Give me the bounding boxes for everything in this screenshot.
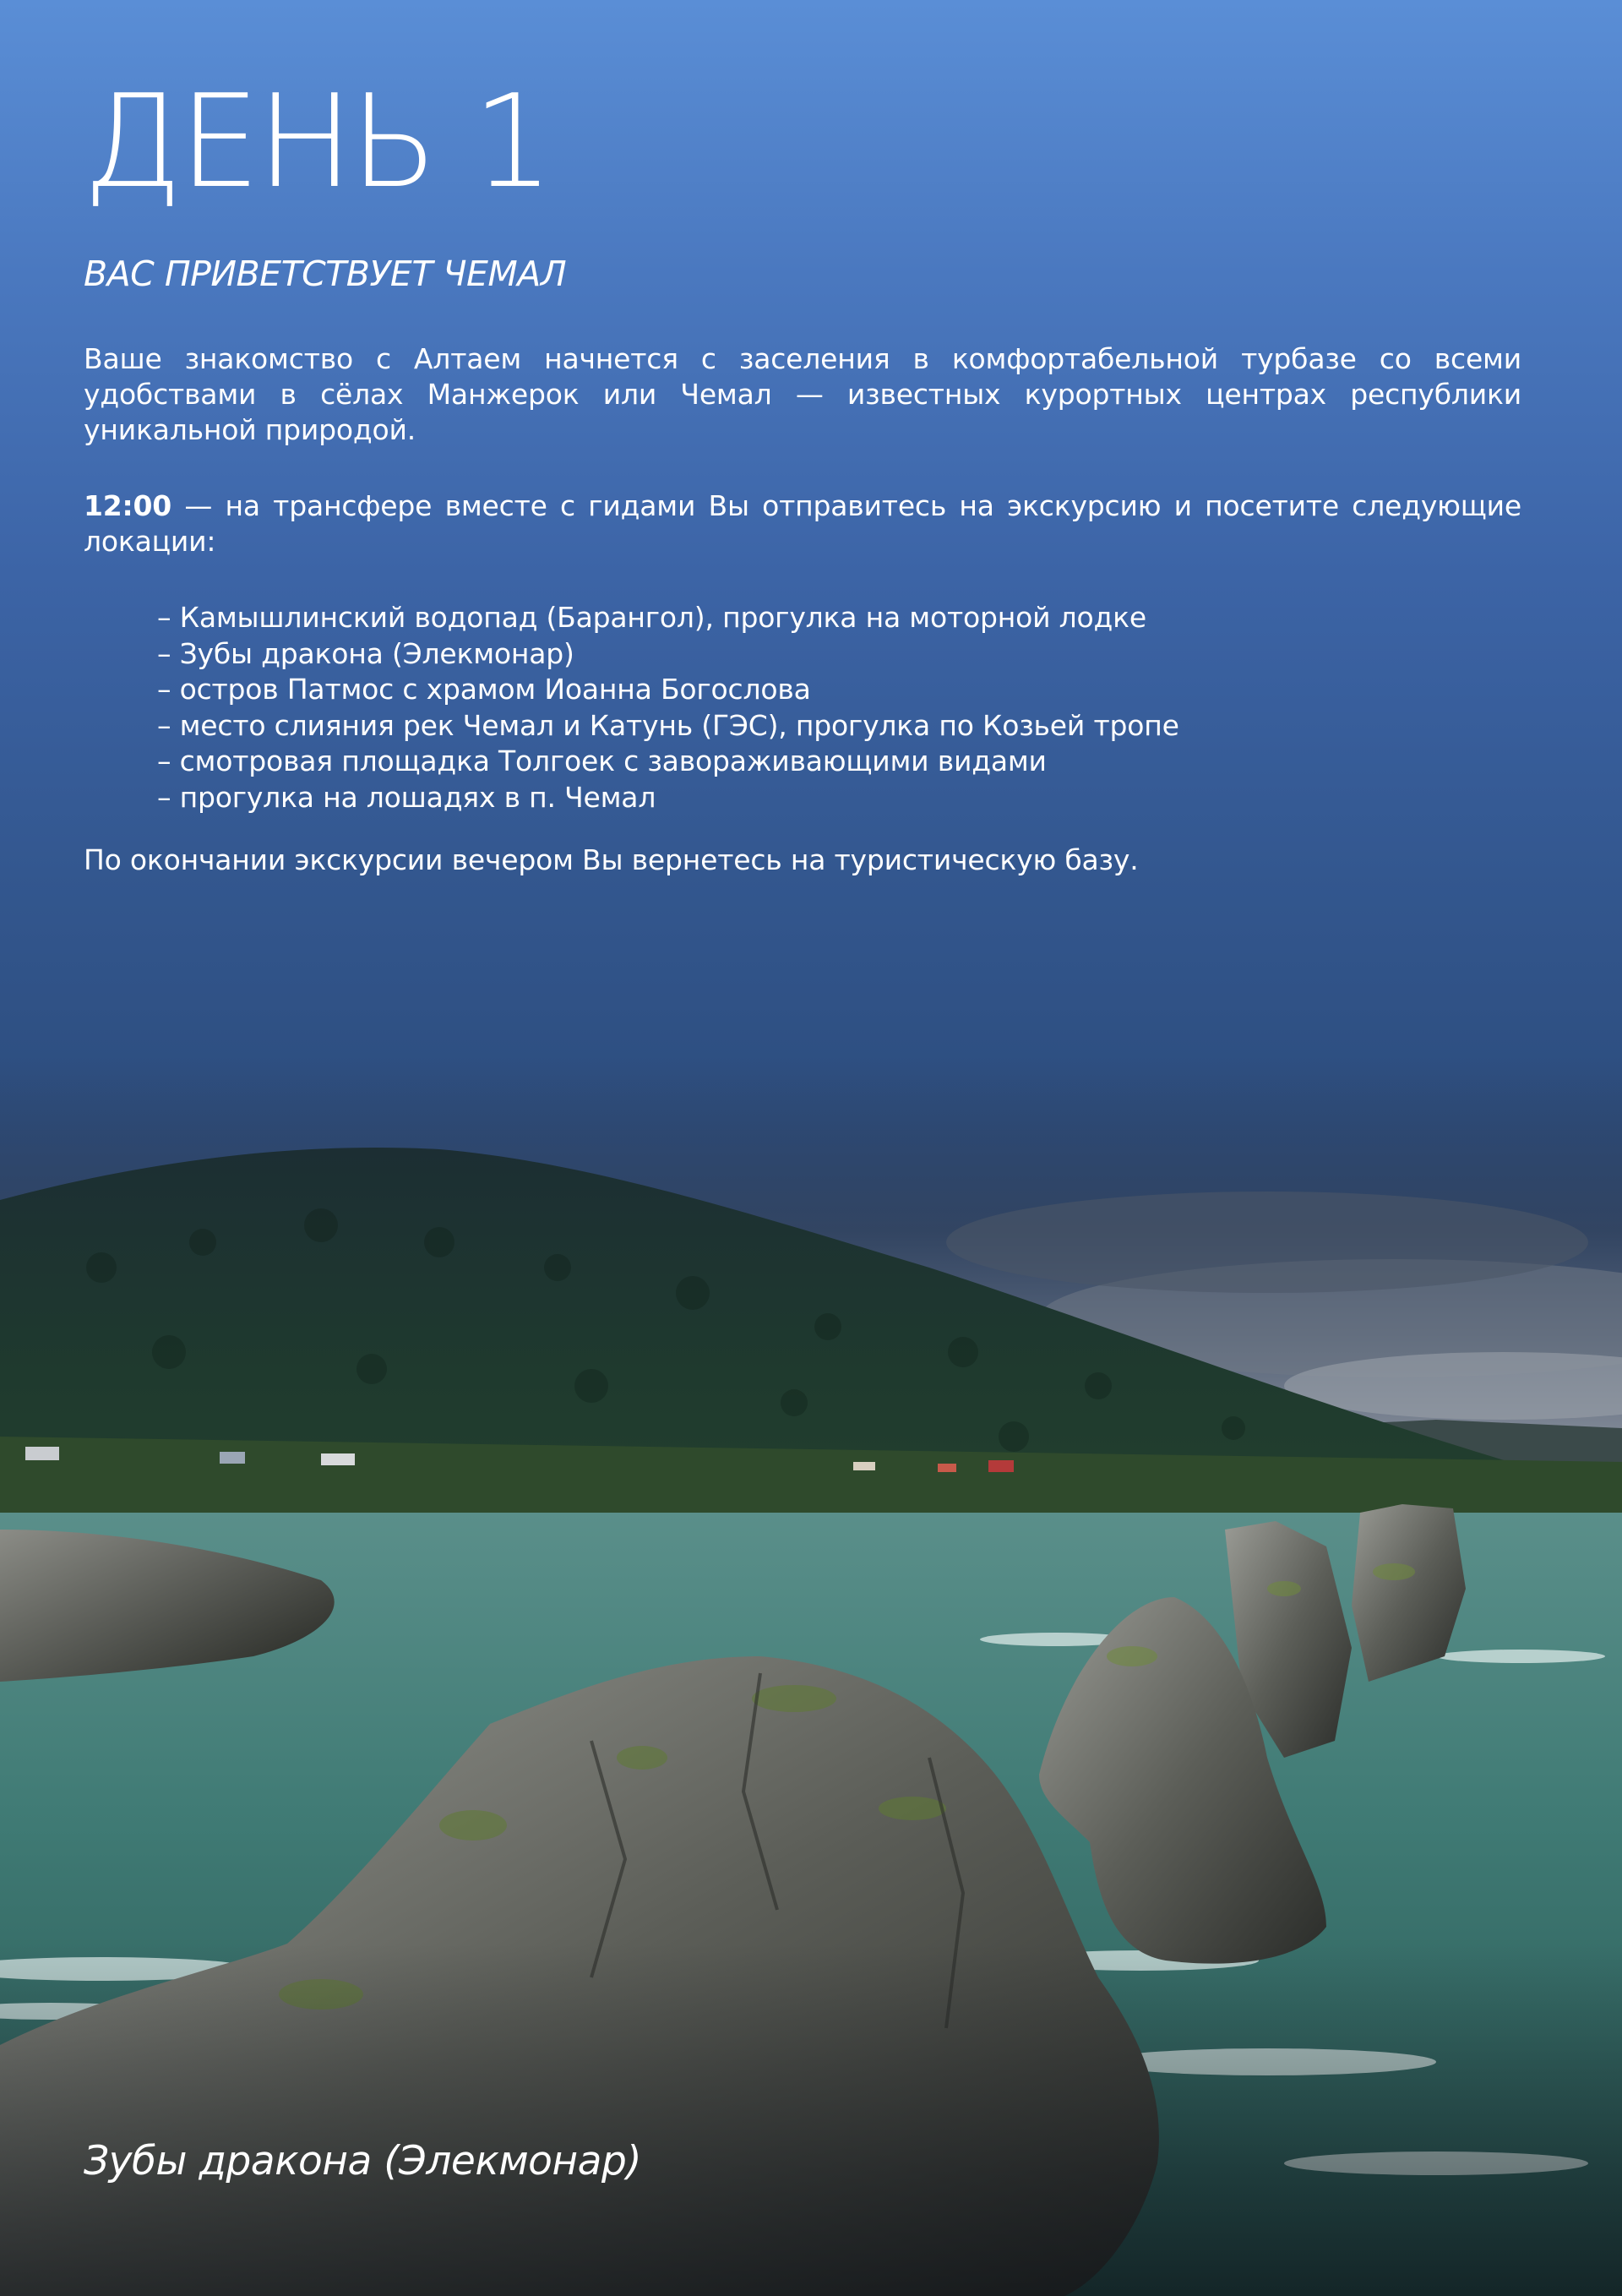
day-subtitle: ВАС ПРИВЕТСТВУЕТ ЧЕМАЛ	[84, 254, 567, 294]
intro-paragraph: Ваше знакомство с Алтаем начнется с заселения в комфортабельной турбазе со всеми удобствами в сёлах Манжерок или Чемал — известных курортных центрах республики уникальной природой.	[84, 342, 1521, 446]
day-title: ДЕНЬ 1	[83, 67, 551, 216]
schedule-time: 12:00	[84, 489, 172, 522]
schedule-text: — на трансфере вместе с гидами Вы отправитесь на экскурсию и посетите следующие локации:	[84, 489, 1521, 558]
cloud	[946, 1192, 1588, 1293]
photo-caption: Зубы дракона (Элекмонар)	[84, 2138, 642, 2184]
list-item: – остров Патмос с храмом Иоанна Богослова	[157, 673, 811, 706]
house	[220, 1452, 245, 1464]
list-item: – Зубы дракона (Элекмонар)	[157, 636, 574, 670]
house	[988, 1460, 1014, 1472]
house	[321, 1453, 355, 1465]
house	[853, 1462, 875, 1470]
house	[25, 1447, 59, 1460]
schedule-paragraph	[84, 488, 1521, 559]
list-item: – место слияния рек Чемал и Катунь (ГЭС), прогулка по Козьей тропе	[157, 708, 1179, 742]
bottom-shade	[0, 1944, 1622, 2296]
locations-list	[157, 600, 1179, 815]
house	[938, 1464, 956, 1472]
closing-paragraph: По окончании экскурсии вечером Вы вернетесь на туристическую базу.	[84, 843, 1139, 876]
list-item: – смотровая площадка Толгоек с завораживающими видами	[157, 744, 1047, 777]
list-item: – Камышлинский водопад (Барангол), прогулка на моторной лодке	[157, 601, 1146, 634]
list-item: – прогулка на лошадях в п. Чемал	[157, 780, 656, 814]
